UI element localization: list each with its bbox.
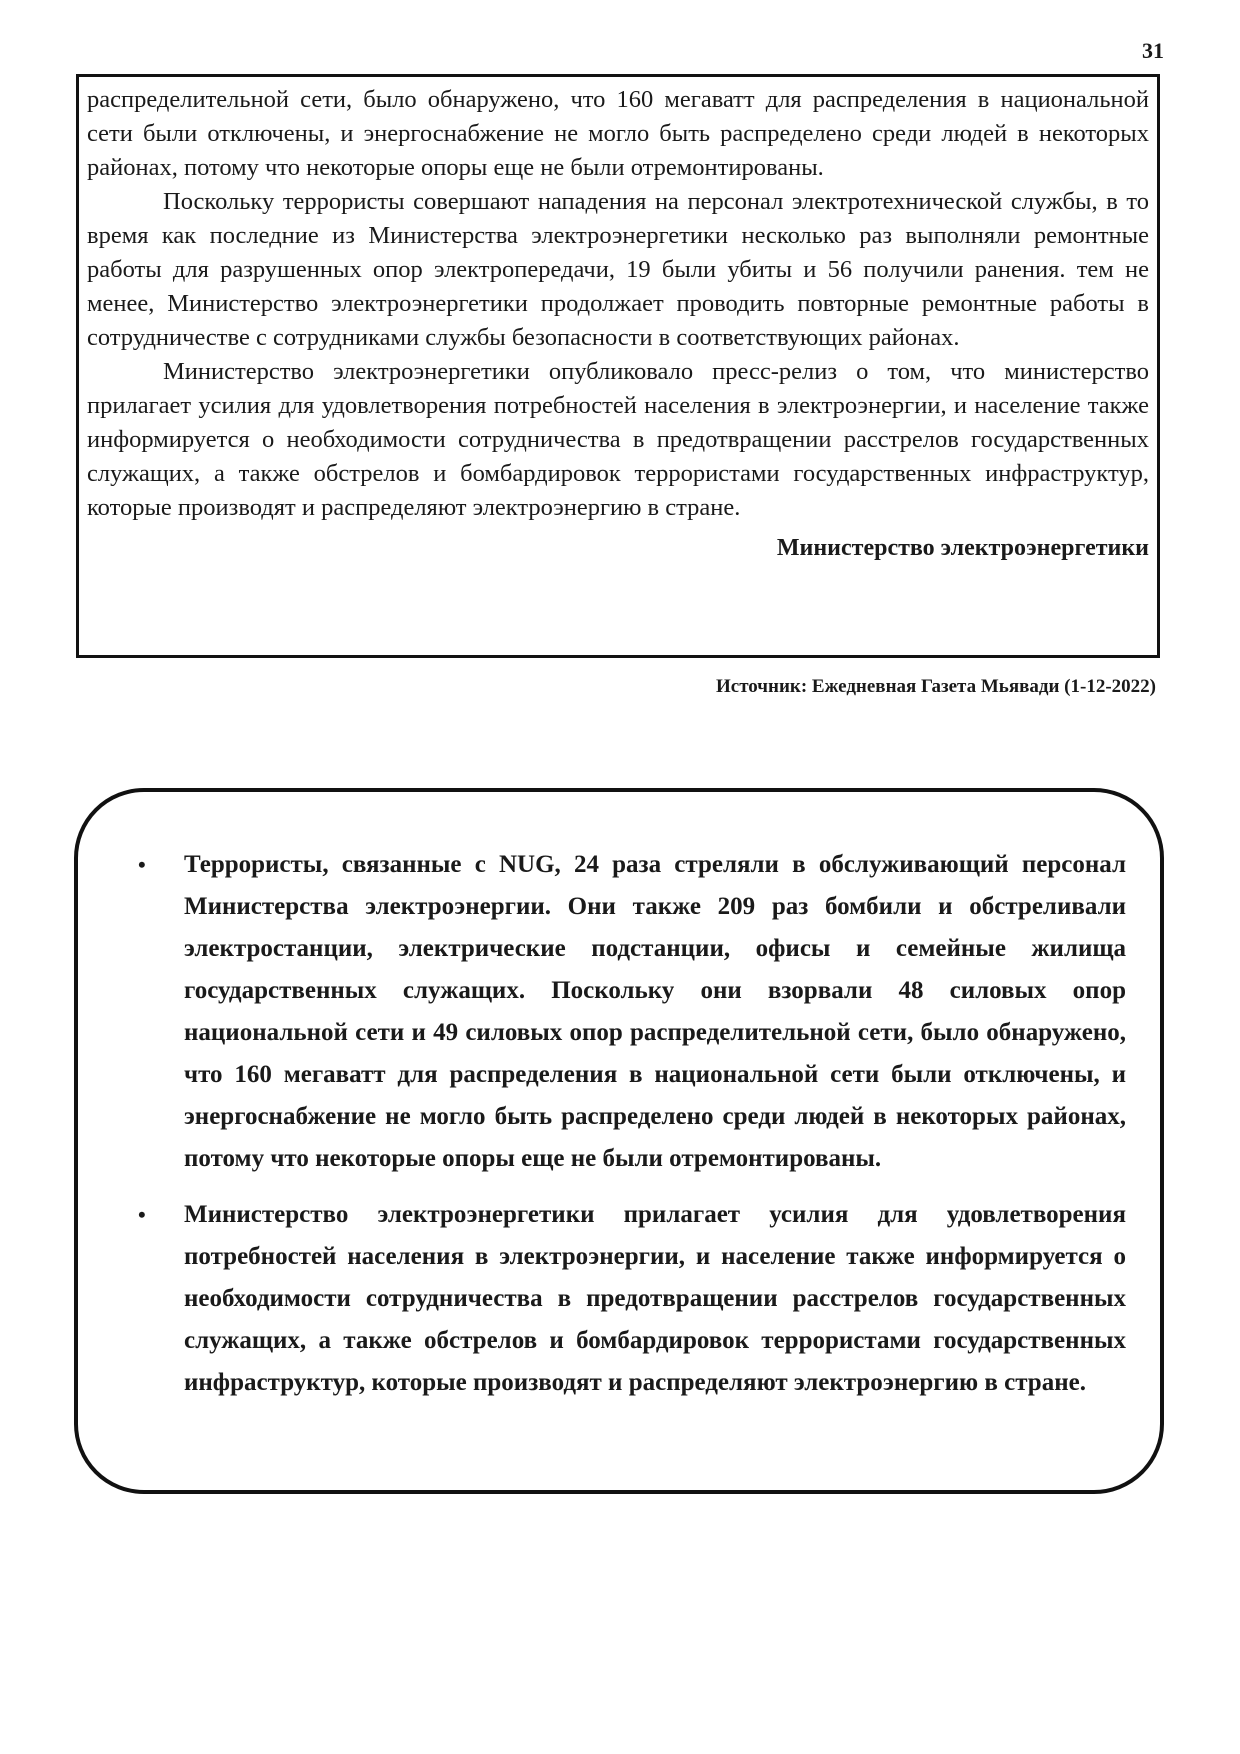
article-signature: Министерство электроэнергетики [776,535,1149,561]
summary-list [112,844,1126,1404]
summary-item-text: Министерство электроэнергетики прилагает усилия для удовлетворения потребностей населения в электроэнергии, и население также информируется о необходимости сотрудничества в предотвращении расстрелов государственных служащих, а также обстрелов и бомбардировок террористами государственных инфраструктур, которые производят и распределяют электроэнергию в стране. [184,1201,1126,1396]
article-paragraph: Поскольку террористы совершают нападения на персонал электротехнической службы, в то время как последние из Министерства электроэнергетики несколько раз выполняли ремонтные работы для разрушенных опор электропередачи, 19 были убиты и 56 получили ранения. тем не менее, Министерство электроэнергетики продолжает проводить повторные ремонтные работы в сотрудничестве с сотрудниками службы безопасности в соответствующих районах. [87,188,1149,351]
article-box [76,74,1160,658]
bullet-icon: • [138,852,146,877]
bullet-icon: • [138,1202,146,1227]
article-paragraph: Министерство электроэнергетики опубликовало пресс-релиз о том, что министерство прилагает усилия для удовлетворения потребностей населения в электроэнергии, и население также информируется о необходимости сотрудничества в предотвращении расстрелов государственных служащих, а также обстрелов и бомбардировок террористами государственных инфраструктур, которые производят и распределяют электроэнергию в стране. [87,358,1149,521]
summary-item [112,1194,1126,1404]
source-citation: Источник: Ежедневная Газета Мьявади (1-12-2022) [716,676,1156,697]
summary-item [112,844,1126,1180]
page-number: 31 [1142,38,1164,63]
summary-item-text: Террористы, связанные с NUG, 24 раза стреляли в обслуживающий персонал Министерства электроэнергии. Они также 209 раз бомбили и обстреливали электростанции, электрические подстанции, офисы и семейные жилища государственных служащих. Поскольку они взорвали 48 силовых опор национальной сети и 49 силовых опор распределительной сети, было обнаружено, что 160 мегаватт для распределения в национальной сети были отключены, и энергоснабжение не могло быть распределено среди людей в некоторых районах, потому что некоторые опоры еще не были отремонтированы. [184,851,1126,1172]
summary-box [74,788,1164,1494]
article-paragraph: распределительной сети, было обнаружено, что 160 мегаватт для распределения в национальной сети были отключены, и энергоснабжение не могло быть распределено среди людей в некоторых районах, потому что некоторые опоры еще не были отремонтированы. [87,86,1149,181]
